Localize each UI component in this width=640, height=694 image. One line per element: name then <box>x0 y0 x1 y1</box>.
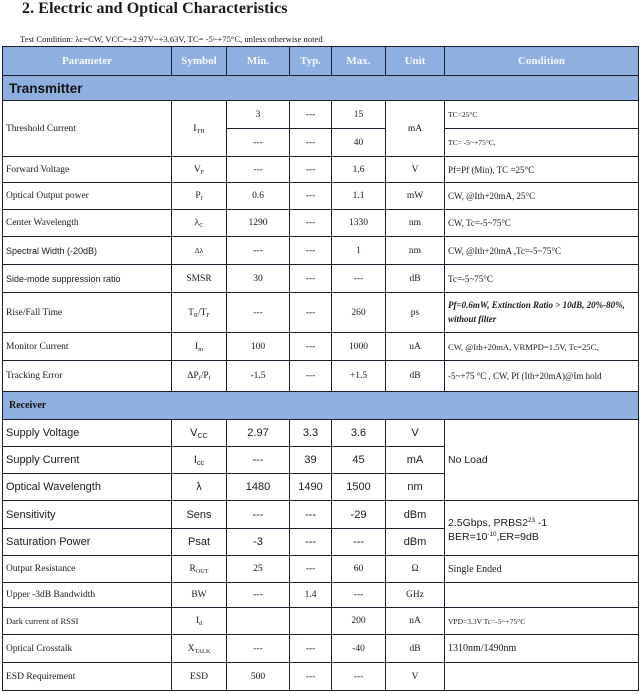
table-row <box>3 583 639 608</box>
cond-line2b: ,ER=9dB <box>496 531 539 543</box>
param-name: Tracking Error <box>3 361 172 392</box>
param-name: Upper -3dB Bandwidth <box>3 583 172 608</box>
condition-value: Pf=Pf (Min), TC =25°C <box>445 157 639 183</box>
unit-value: ps <box>386 293 445 333</box>
typ-value: --- <box>290 293 332 333</box>
header-typ: Typ. <box>290 47 332 76</box>
param-name: Monitor Current <box>3 333 172 361</box>
test-condition-text: Test Condition: λc=CW, VCC=+2.97V~+3.63V, TC= -5~+75°C, unless otherwise noted <box>20 34 323 44</box>
unit-value: V <box>386 663 445 691</box>
min-value: 0.6 <box>227 183 290 210</box>
typ-value: --- <box>290 183 332 210</box>
symbol-bw: BW <box>172 583 227 608</box>
max-value: +1.5 <box>332 361 386 392</box>
min-value: --- <box>227 447 290 474</box>
min-value: 1480 <box>227 474 290 501</box>
max-value: 1330 <box>332 210 386 237</box>
symbol-esd: ESD <box>172 663 227 691</box>
param-name: Sensitivity <box>3 501 172 529</box>
max-value: 40 <box>332 129 386 157</box>
max-value: --- <box>332 663 386 691</box>
unit-value: nm <box>386 474 445 501</box>
condition-no-load: No Load <box>445 420 639 501</box>
min-value: --- <box>227 157 290 183</box>
param-name: Spectral Width (-20dB) <box>3 237 172 265</box>
unit-value: dBm <box>386 529 445 556</box>
condition-value: 1310nm/1490nm <box>445 635 639 663</box>
max-value: 60 <box>332 556 386 583</box>
table-row <box>3 101 639 129</box>
symbol-lambda-c: $\lambda_C$ <box>172 210 227 237</box>
param-threshold-current: Threshold Current <box>3 101 172 157</box>
min-value: 2.97 <box>227 420 290 447</box>
max-value: 1.6 <box>332 157 386 183</box>
condition-value: TC= -5~+75°C, <box>445 129 639 157</box>
typ-value: --- <box>290 157 332 183</box>
condition-sensitivity <box>445 501 639 556</box>
symbol-id: $I_d$ <box>172 608 227 635</box>
param-name: Optical Crosstalk <box>3 635 172 663</box>
max-value: 1.1 <box>332 183 386 210</box>
param-name: Optical Output power <box>3 183 172 210</box>
condition-value: Single Ended <box>445 556 639 583</box>
condition-value: CW, @Ith+20mA, VRMPD=1.5V, Tc=25C, <box>445 333 639 361</box>
typ-value: --- <box>290 556 332 583</box>
param-name: Supply Voltage <box>3 420 172 447</box>
table-header-row <box>3 47 639 76</box>
param-name: Side-mode suppression ratio <box>3 265 172 293</box>
condition-value: Pf=0.6mW, Extinction Ratio > 10dB, 20%-80%, without filter <box>445 293 639 333</box>
unit-value: mW <box>386 183 445 210</box>
table-row <box>3 210 639 237</box>
condition-value: Tc=-5~75°C <box>445 265 639 293</box>
section-label-transmitter: Transmitter <box>3 76 639 101</box>
typ-value: 1490 <box>290 474 332 501</box>
typ-value: --- <box>290 529 332 556</box>
param-name: Optical Wavelength <box>3 474 172 501</box>
param-name: Output Resistance <box>3 556 172 583</box>
condition-value: VPD=3.3V Tc=-5~+75°C <box>445 608 639 635</box>
min-value: --- <box>227 237 290 265</box>
symbol-delta-pf: $\Delta P_f/P_f$ <box>172 361 227 392</box>
header-symbol: Symbol <box>172 47 227 76</box>
min-value <box>227 608 290 635</box>
symbol-delta-lambda: Δλ <box>172 237 227 265</box>
symbol-xtalk: $X_{TALK}$ <box>172 635 227 663</box>
min-value: --- <box>227 129 290 157</box>
typ-value: --- <box>290 501 332 529</box>
typ-value: --- <box>290 361 332 392</box>
cond-line1b: -1 <box>534 517 548 530</box>
unit-value: Ω <box>386 556 445 583</box>
max-value: 1 <box>332 237 386 265</box>
table-row <box>3 608 639 635</box>
unit-value: V <box>386 420 445 447</box>
header-parameter: Parameter <box>3 47 172 76</box>
section-row-receiver <box>3 392 639 420</box>
param-name: Rise/Fall Time <box>3 293 172 333</box>
condition-value: CW, @Ith+20mA, 25°C <box>445 183 639 210</box>
max-value: 3.6 <box>332 420 386 447</box>
min-value: 25 <box>227 556 290 583</box>
condition-value: CW, @Ith+20mA ,Tc=-5~75°C <box>445 237 639 265</box>
typ-value: 3.3 <box>290 420 332 447</box>
table-row <box>3 157 639 183</box>
symbol-icc: $I_{cc}$ <box>172 447 227 474</box>
table-row <box>3 265 639 293</box>
characteristics-table <box>2 46 639 691</box>
symbol-rout: $R_{OUT}$ <box>172 556 227 583</box>
min-value: -3 <box>227 529 290 556</box>
cond-line1: 2.5Gbps, PRBS2 <box>448 517 528 530</box>
unit-value: V <box>386 157 445 183</box>
max-value: -29 <box>332 501 386 529</box>
min-value: 500 <box>227 663 290 691</box>
symbol-vcc: $V_{CC}$ <box>172 420 227 447</box>
unit-value: mA <box>386 447 445 474</box>
unit-value: mA <box>386 101 445 157</box>
typ-value: 1.4 <box>290 583 332 608</box>
max-value: 15 <box>332 101 386 129</box>
unit-value: dB <box>386 635 445 663</box>
max-value: --- <box>332 529 386 556</box>
header-condition: Condition <box>445 47 639 76</box>
table-row <box>3 501 639 529</box>
min-value: 3 <box>227 101 290 129</box>
typ-value: --- <box>290 333 332 361</box>
max-value: -40 <box>332 635 386 663</box>
typ-value: --- <box>290 129 332 157</box>
symbol-psat: Psat <box>172 529 227 556</box>
condition-value: CW, Tc=-5~75°C <box>445 210 639 237</box>
param-name: Center Wavelength <box>3 210 172 237</box>
table-row <box>3 293 639 333</box>
max-value: 1500 <box>332 474 386 501</box>
unit-value: nm <box>386 237 445 265</box>
max-value: 200 <box>332 608 386 635</box>
symbol-im: $I_m$ <box>172 333 227 361</box>
param-name: Saturation Power <box>3 529 172 556</box>
typ-value <box>290 608 332 635</box>
min-value: -1.5 <box>227 361 290 392</box>
typ-value: --- <box>290 635 332 663</box>
condition-value: -5~+75 °C , CW, Pf (Ith+20mA)@Im hold <box>445 361 639 392</box>
param-name: Forward Voltage <box>3 157 172 183</box>
min-value: --- <box>227 635 290 663</box>
test-condition-note <box>20 34 323 44</box>
cond-line2: BER=10 <box>448 531 488 543</box>
table-row <box>3 420 639 447</box>
unit-value: uA <box>386 333 445 361</box>
unit-value: GHz <box>386 583 445 608</box>
max-value: --- <box>332 265 386 293</box>
unit-value: nA <box>386 608 445 635</box>
condition-value <box>445 663 639 691</box>
condition-value <box>445 583 639 608</box>
max-value: --- <box>332 583 386 608</box>
max-value: 45 <box>332 447 386 474</box>
section-row-transmitter <box>3 76 639 101</box>
unit-value: dBm <box>386 501 445 529</box>
param-name: ESD Requirement <box>3 663 172 691</box>
section-title: 2. Electric and Optical Characteristics <box>22 0 288 17</box>
typ-value: --- <box>290 663 332 691</box>
typ-value: 39 <box>290 447 332 474</box>
min-value: --- <box>227 583 290 608</box>
symbol-vf: $V_F$ <box>172 157 227 183</box>
symbol-tr-tf: $T_R/T_F$ <box>172 293 227 333</box>
unit-value: dB <box>386 361 445 392</box>
symbol-lambda: λ <box>172 474 227 501</box>
param-name: Dark current of RSSI <box>3 608 172 635</box>
section-label-receiver: Receiver <box>3 392 639 420</box>
symbol-sens: Sens <box>172 501 227 529</box>
header-max: Max. <box>332 47 386 76</box>
table-row <box>3 183 639 210</box>
min-value: --- <box>227 501 290 529</box>
param-name: Supply Current <box>3 447 172 474</box>
typ-value: --- <box>290 265 332 293</box>
table-row <box>3 556 639 583</box>
min-value: --- <box>227 293 290 333</box>
symbol-pf: $P_f$ <box>172 183 227 210</box>
header-unit: Unit <box>386 47 445 76</box>
max-value: 260 <box>332 293 386 333</box>
cond-exp1: 23 <box>527 517 535 525</box>
table-row <box>3 237 639 265</box>
table-row <box>3 635 639 663</box>
unit-value: nm <box>386 210 445 237</box>
symbol-smsr: SMSR <box>172 265 227 293</box>
max-value: 1000 <box>332 333 386 361</box>
min-value: 30 <box>227 265 290 293</box>
min-value: 1290 <box>227 210 290 237</box>
cond-exp2: -10 <box>487 531 497 538</box>
condition-value: TC=25°C <box>445 101 639 129</box>
min-value: 100 <box>227 333 290 361</box>
table-row <box>3 361 639 392</box>
typ-value: --- <box>290 101 332 129</box>
table-row <box>3 663 639 691</box>
header-min: Min. <box>227 47 290 76</box>
table-row <box>3 333 639 361</box>
symbol-ith: $I_{TH}$ <box>172 101 227 157</box>
typ-value: --- <box>290 210 332 237</box>
typ-value: --- <box>290 237 332 265</box>
unit-value: dB <box>386 265 445 293</box>
